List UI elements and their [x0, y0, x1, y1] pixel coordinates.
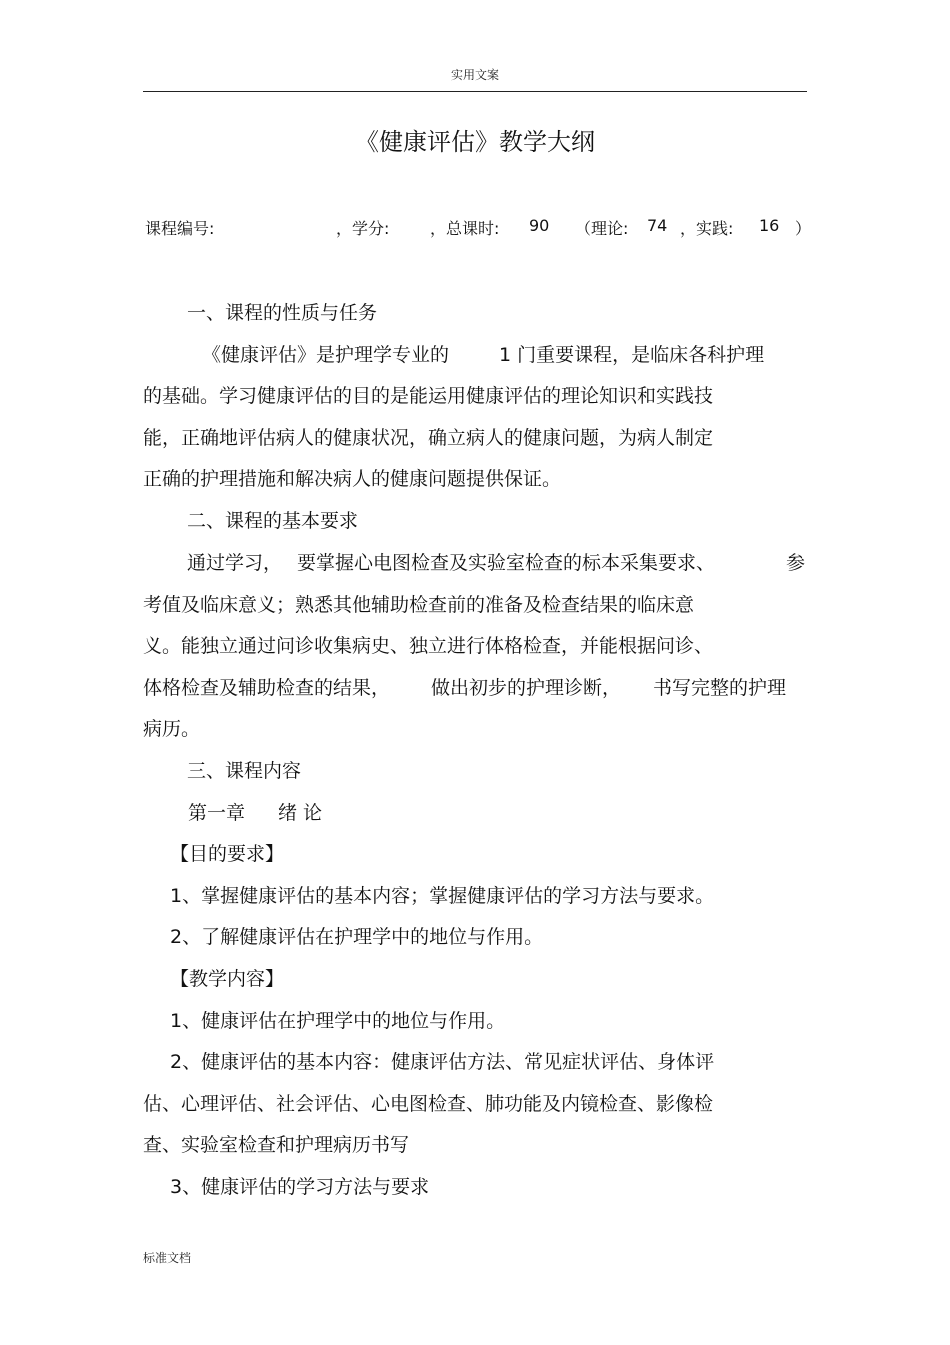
practice-hours-value: 16 — [759, 216, 780, 235]
text-line: 义。能独立通过问诊收集病史、独立进行体格检查，并能根据问诊、 — [143, 635, 714, 657]
text-line: 正确的护理措施和解决病人的健康问题提供保证。 — [143, 468, 562, 490]
text-line: 要掌握心电图检查及实验室检查的标本采集要求、 — [297, 552, 716, 574]
text-line: 考值及临床意义；熟悉其他辅助检查前的准备及检查结果的临床意 — [143, 594, 695, 616]
page-header: 实用文案 — [450, 68, 499, 82]
meta-close-paren: ） — [795, 219, 812, 238]
list-item: 3、健康评估的学习方法与要求 — [170, 1176, 430, 1198]
list-item: 2、健康评估的基本内容：健康评估方法、常见症状评估、身体评 — [170, 1051, 715, 1073]
text-line: 能，正确地评估病人的健康状况，确立病人的健康问题，为病人制定 — [143, 427, 714, 449]
theory-hours-label: （理论: — [575, 219, 629, 238]
total-hours-value: 90 — [529, 216, 550, 235]
list-item: 1、健康评估在护理学中的地位与作用。 — [170, 1010, 506, 1032]
text-line: 1 门重要课程，是临床各科护理 — [499, 344, 765, 366]
chapter-number: 第一章 — [188, 802, 246, 824]
text-line: 体格检查及辅助检查的结果， — [143, 677, 391, 699]
list-item: 1、掌握健康评估的基本内容；掌握健康评估的学习方法与要求。 — [170, 885, 715, 907]
text-line: 病历。 — [143, 718, 201, 740]
text-line: 查、实验室检查和护理病历书写 — [143, 1134, 410, 1156]
text-line: 参 — [786, 552, 806, 574]
text-line: 通过学习， — [187, 552, 283, 574]
chapter-title: 绪 论 — [278, 802, 323, 824]
credit-label: ，学分: — [336, 219, 390, 238]
document-title: 《健康评估》教学大纲 — [355, 128, 595, 156]
course-code-label: 课程编号: — [145, 219, 215, 238]
section-heading: 三、课程内容 — [187, 760, 302, 782]
section-heading: 二、课程的基本要求 — [187, 510, 359, 532]
text-line: 的基础。学习健康评估的目的是能运用健康评估的理论知识和实践技 — [143, 385, 714, 407]
section-heading: 一、课程的性质与任务 — [187, 302, 378, 324]
header-divider — [143, 91, 807, 92]
text-line: 估、心理评估、社会评估、心电图检查、肺功能及内镜检查、影像检 — [143, 1093, 714, 1115]
text-line: 书写完整的护理 — [653, 677, 787, 699]
text-line: 《健康评估》是护理学专业的 — [202, 344, 450, 366]
theory-hours-value: 74 — [647, 216, 668, 235]
subsection-heading: 【教学内容】 — [170, 968, 285, 990]
total-hours-label: ，总课时: — [430, 219, 500, 238]
page-footer: 标准文档 — [143, 1251, 192, 1265]
text-line: 做出初步的护理诊断， — [431, 677, 622, 699]
practice-hours-label: ，实践: — [680, 219, 734, 238]
subsection-heading: 【目的要求】 — [170, 843, 285, 865]
list-item: 2、了解健康评估在护理学中的地位与作用。 — [170, 926, 544, 948]
